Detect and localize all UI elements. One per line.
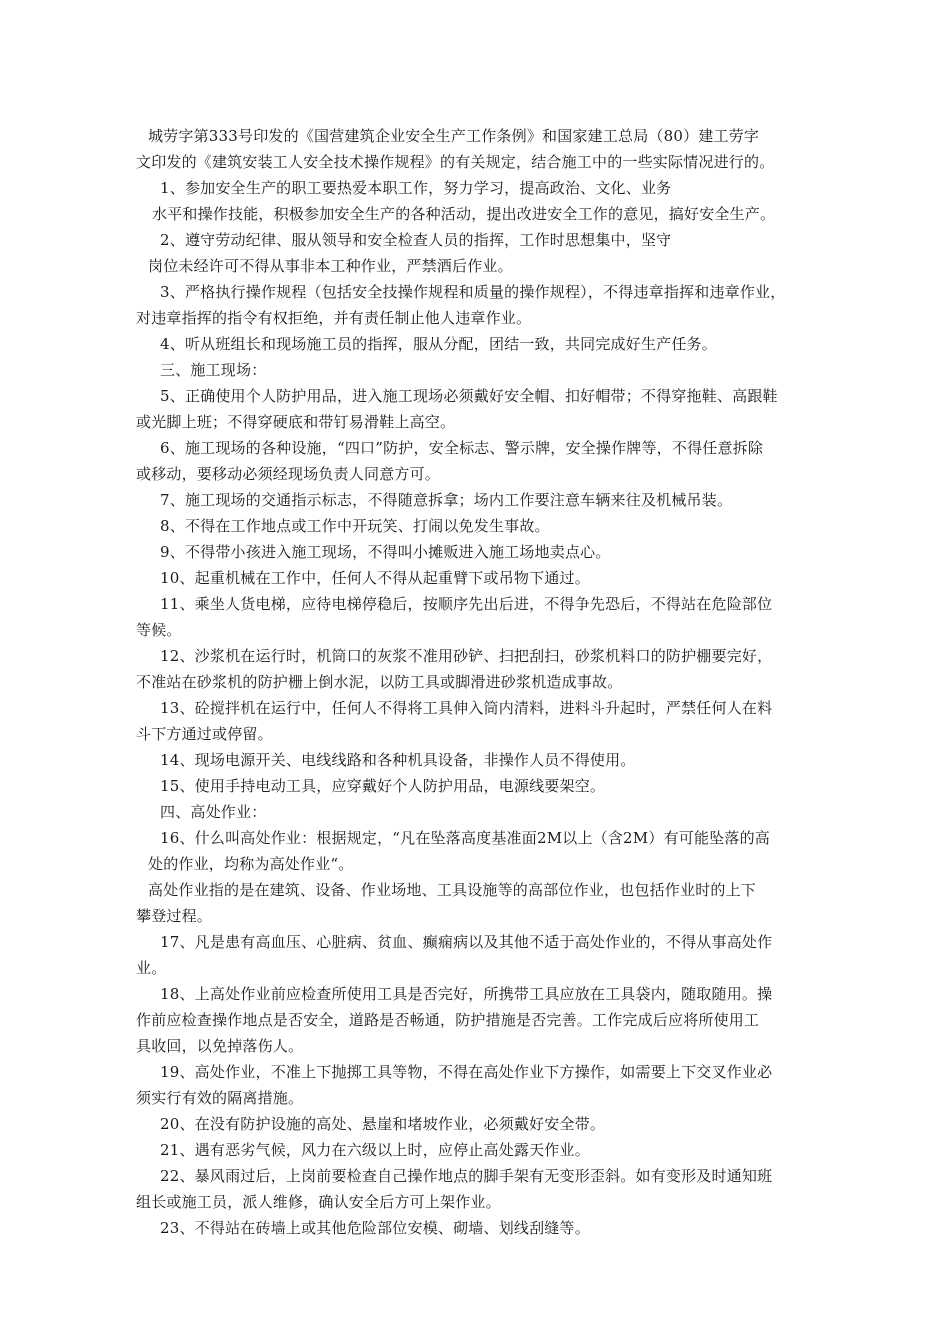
- paragraph-line: 16、什么叫高处作业：根据规定，“凡在坠落高度基准面2M以上（含2M）有可能坠落的高: [160, 829, 770, 847]
- paragraph-line: 14、现场电源开关、电线线路和各种机具设备，非操作人员不得使用。: [160, 751, 636, 769]
- paragraph-line: 18、上高处作业前应检查所使用工具是否完好，所携带工具应放在工具袋内，随取随用。操: [160, 985, 773, 1003]
- paragraph-line: 斗下方通过或停留。: [136, 725, 273, 743]
- paragraph-line: 文印发的《建筑安装工人安全技术操作规程》的有关规定，结合施工中的一些实际情况进行的。: [136, 153, 775, 171]
- paragraph-line: 23、不得站在砖墙上或其他危险部位安模、砌墙、划线刮缝等。: [160, 1219, 590, 1237]
- paragraph-line: 作前应检查操作地点是否安全，道路是否畅通，防护措施是否完善。工作完成后应将所使用工: [136, 1011, 760, 1029]
- paragraph-line: 15、使用手持电动工具，应穿戴好个人防护用品，电源线要架空。: [160, 777, 606, 795]
- paragraph-line: 12、沙浆机在运行时，机筒口的灰浆不准用砂铲、扫把刮扫，砂浆机料口的防护棚要完好，: [160, 647, 773, 665]
- paragraph-line: 处的作业，均称为高处作业“。: [148, 855, 354, 873]
- paragraph-line: 高处作业指的是在建筑、设备、作业场地、工具设施等的高部位作业，也包括作业时的上下: [148, 881, 757, 899]
- paragraph-line: 9、不得带小孩进入施工现场，不得叫小摊贩进入施工场地卖点心。: [160, 543, 611, 561]
- paragraph-line: 对违章指挥的指令有权拒绝，并有责任制止他人违章作业。: [136, 309, 532, 327]
- paragraph-line: 20、在没有防护设施的高处、悬崖和堵坡作业，必须戴好安全带。: [160, 1115, 606, 1133]
- paragraph-line: 11、乘坐人货电梯，应待电梯停稳后，按顺序先出后进，不得争先恐后，不得站在危险部位: [160, 595, 773, 613]
- paragraph-line: 3、严格执行操作规程（包括安全技操作规程和质量的操作规程），不得违章指挥和违章作业，: [160, 283, 786, 301]
- paragraph-line: 岗位未经许可不得从事非本工种作业，严禁酒后作业。: [148, 257, 513, 275]
- paragraph-line: 19、高处作业，不准上下抛掷工具等物，不得在高处作业下方操作，如需要上下交叉作业必: [160, 1063, 773, 1081]
- section-heading: 四、高处作业：: [160, 803, 267, 821]
- paragraph-line: 22、暴风雨过后，上岗前要检查自己操作地点的脚手架有无变形歪斜。如有变形及时通知班: [160, 1167, 773, 1185]
- paragraph-line: 水平和操作技能，积极参加安全生产的各种活动，提出改进安全工作的意见，搞好安全生产。: [152, 205, 776, 223]
- paragraph-line: 等候。: [136, 621, 182, 639]
- paragraph-line: 须实行有效的隔离措施。: [136, 1089, 304, 1107]
- paragraph-line: 城劳字第333号印发的《国营建筑企业安全生产工作条例》和国家建工总局（80）建工劳字: [148, 127, 760, 145]
- paragraph-line: 不准站在砂浆机的防护栅上倒水泥，以防工具或脚滑进砂浆机造成事故。: [136, 673, 623, 691]
- paragraph-line: 或光脚上班；不得穿硬底和带钉易滑鞋上高空。: [136, 413, 456, 431]
- paragraph-line: 组长或施工员，派人维修，确认安全后方可上架作业。: [136, 1193, 501, 1211]
- paragraph-line: 1、参加安全生产的职工要热爱本职工作，努力学习，提高政治、文化、业务: [160, 179, 672, 197]
- paragraph-line: 13、砼搅拌机在运行中，任何人不得将工具伸入筒内清料，进料斗升起时，严禁任何人在料: [160, 699, 773, 717]
- paragraph-line: 2、遵守劳动纪律、服从领导和安全检查人员的指挥，工作时思想集中，坚守: [160, 231, 672, 249]
- section-heading: 三、施工现场：: [160, 361, 267, 379]
- paragraph-line: 4、听从班组长和现场施工员的指挥，服从分配，团结一致，共同完成好生产任务。: [160, 335, 717, 353]
- paragraph-line: 21、遇有恶劣气候，风力在六级以上时，应停止高处露天作业。: [160, 1141, 590, 1159]
- paragraph-line: 攀登过程。: [136, 907, 213, 925]
- paragraph-line: 6、施工现场的各种设施，“四口”防护，安全标志、警示牌，安全操作牌等，不得任意拆除: [160, 439, 764, 457]
- paragraph-line: 具收回，以免掉落伤人。: [136, 1037, 304, 1055]
- paragraph-line: 5、正确使用个人防护用品，进入施工现场必须戴好安全帽、扣好帽带；不得穿拖鞋、高跟鞋: [160, 387, 778, 405]
- paragraph-line: 17、凡是患有高血压、心脏病、贫血、癫痫病以及其他不适于高处作业的，不得从事高处作: [160, 933, 773, 951]
- paragraph-line: 10、起重机械在工作中，任何人不得从起重臂下或吊物下通过。: [160, 569, 590, 587]
- paragraph-line: 8、不得在工作地点或工作中开玩笑、打闹以免发生事故。: [160, 517, 550, 535]
- paragraph-line: 业。: [136, 959, 167, 977]
- paragraph-line: 7、施工现场的交通指示标志，不得随意拆拿；场内工作要注意车辆来往及机械吊装。: [160, 491, 733, 509]
- paragraph-line: 或移动，要移动必须经现场负责人同意方可。: [136, 465, 441, 483]
